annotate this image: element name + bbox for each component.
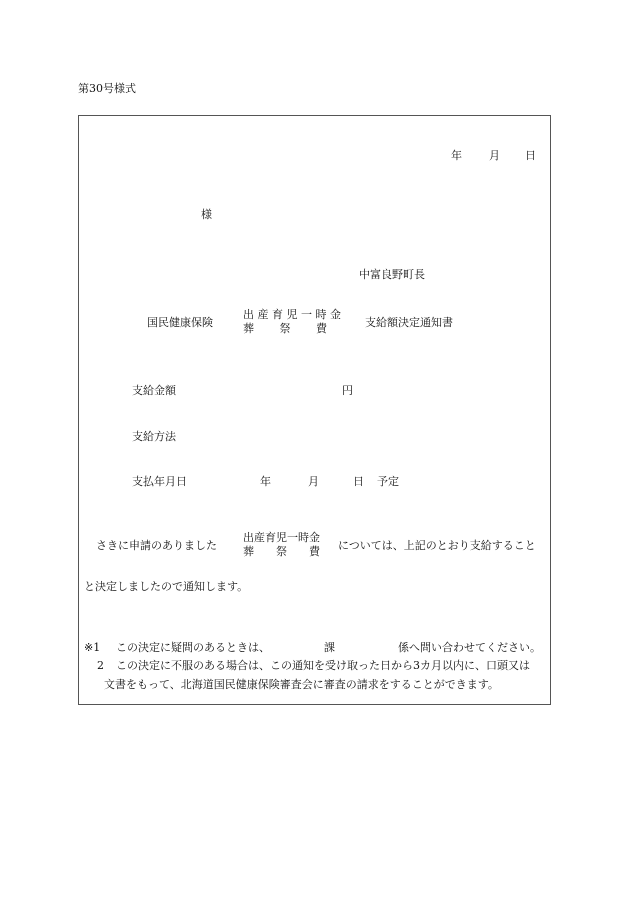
payment-date-label: 支払年月日 (132, 475, 187, 488)
title-prefix: 国民健康保険 (147, 316, 213, 329)
method-label: 支給方法 (132, 430, 176, 443)
payment-date-day: 日 (353, 475, 364, 488)
payment-date-year: 年 (260, 475, 271, 488)
amount-label: 支給金額 (132, 384, 176, 397)
body-tail: については、上記のとおり支給すること (338, 539, 536, 552)
note1-section: 課 (324, 641, 335, 654)
date-year: 年 (451, 149, 462, 162)
body-line2: と決定しましたので通知します。 (84, 580, 249, 593)
note1-tail: 係へ問い合わせてください。 (398, 641, 541, 654)
notice-frame (78, 115, 551, 705)
issuer: 中富良野町長 (359, 268, 425, 281)
note2-text: この決定に不服のある場合は、この通知を受け取った日から3カ月以内に、口頭又は (116, 659, 530, 672)
date-month: 月 (489, 149, 500, 162)
addressee-suffix: 様 (201, 208, 212, 221)
title-suffix: 支給額決定通知書 (365, 316, 453, 329)
title-options (243, 308, 341, 336)
note2-line2: 文書をもって、北海道国民健康保険審査会に審査の請求をすることができます。 (104, 678, 499, 691)
note1-text: この決定に疑問のあるときは、 (116, 641, 270, 654)
note2-mark: 2 (97, 659, 104, 672)
amount-unit: 円 (342, 384, 353, 397)
body-options (243, 531, 320, 559)
form-number: 第30号様式 (78, 82, 136, 95)
title-option-funeral: 葬 祭 費 (243, 322, 327, 335)
body-option-funeral: 葬 祭 費 (243, 545, 320, 558)
note1-mark: ※1 (84, 641, 101, 654)
payment-date-month: 月 (308, 475, 319, 488)
date-day: 日 (525, 149, 536, 162)
title-option-childbirth: 出 産 育 児 一 時 金 (243, 308, 341, 321)
body-lead: さきに申請のありました (96, 539, 217, 552)
payment-date-planned: 予定 (377, 475, 399, 488)
body-option-childbirth: 出産育児一時金 (243, 531, 320, 544)
